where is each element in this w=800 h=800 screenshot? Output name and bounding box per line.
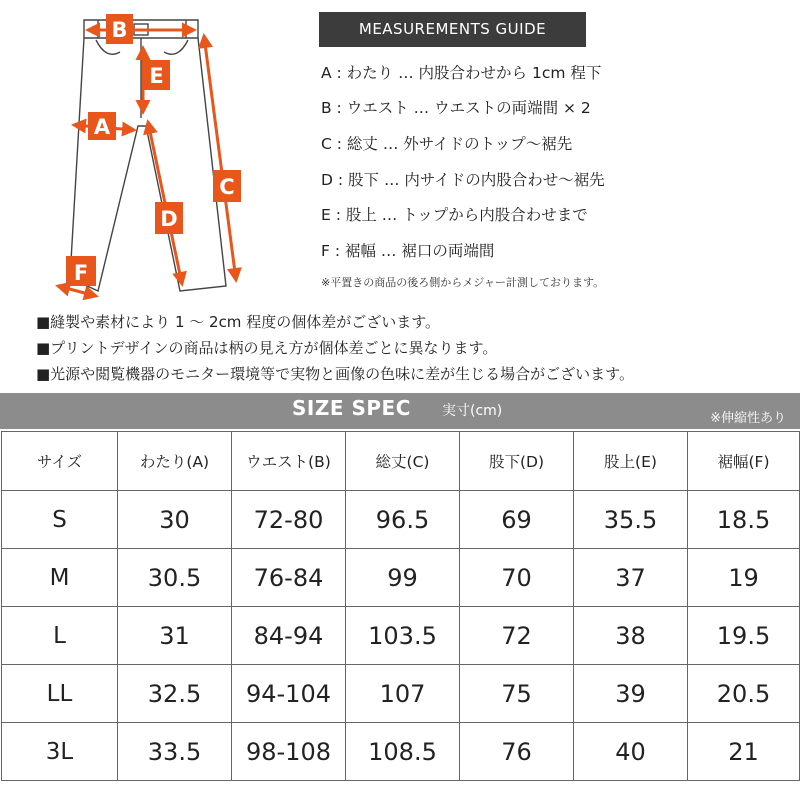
size-spec-unit: 実寸(cm) <box>442 403 503 419</box>
cell-inseam: 76 <box>460 723 574 781</box>
cell-rise: 35.5 <box>574 491 688 549</box>
cell-inseam: 75 <box>460 665 574 723</box>
table-row <box>2 665 800 723</box>
header-length: 総丈(C) <box>346 432 460 491</box>
label-c: C <box>219 175 235 199</box>
cell-rise: 40 <box>574 723 688 781</box>
cell-watari: 30 <box>118 491 232 549</box>
cell-size: 3L <box>2 723 118 781</box>
header-waist: ウエスト(B) <box>232 432 346 491</box>
cell-inseam: 69 <box>460 491 574 549</box>
table-row <box>2 549 800 607</box>
cell-hem: 19 <box>688 549 800 607</box>
size-spec-title: SIZE SPEC <box>292 396 411 420</box>
cell-hem: 20.5 <box>688 665 800 723</box>
guide-note: ※平置きの商品の後ろ側からメジャー計測しております。 <box>321 276 605 289</box>
label-b: B <box>111 18 128 42</box>
pants-measurement-diagram <box>30 8 290 308</box>
header-size: サイズ <box>2 432 118 491</box>
cell-waist: 72-80 <box>232 491 346 549</box>
notice-color: ■光源や閲覧機器のモニター環境等で実物と画像の色味に差が生じる場合がございます。 <box>36 365 634 383</box>
label-a: A <box>93 115 111 139</box>
cell-rise: 38 <box>574 607 688 665</box>
table-header-row <box>2 432 800 491</box>
notice-print: ■プリントデザインの商品は柄の見え方が個体差ごとに異なります。 <box>36 339 498 357</box>
guide-item-c: C : 総丈 … 外サイドのトップ～裾先 <box>321 135 573 153</box>
cell-waist: 98-108 <box>232 723 346 781</box>
size-spec-table <box>1 431 800 781</box>
guide-item-e: E : 股上 … トップから内股合わせまで <box>321 206 588 224</box>
guide-item-a: A : わたり … 内股合わせから 1cm 程下 <box>321 64 602 82</box>
cell-hem: 19.5 <box>688 607 800 665</box>
table-row <box>2 723 800 781</box>
guide-item-d: D : 股下 … 内サイドの内股合わせ～裾先 <box>321 171 605 189</box>
cell-watari: 32.5 <box>118 665 232 723</box>
stretch-note: ※伸縮性あり <box>710 411 786 426</box>
cell-size: LL <box>2 665 118 723</box>
size-spec-header <box>0 393 800 429</box>
cell-rise: 39 <box>574 665 688 723</box>
table-row <box>2 607 800 665</box>
cell-length: 103.5 <box>346 607 460 665</box>
cell-inseam: 72 <box>460 607 574 665</box>
cell-hem: 18.5 <box>688 491 800 549</box>
cell-rise: 37 <box>574 549 688 607</box>
cell-waist: 84-94 <box>232 607 346 665</box>
cell-length: 107 <box>346 665 460 723</box>
guide-item-f: F : 裾幅 … 裾口の両端間 <box>321 242 495 260</box>
measurements-guide-title: MEASUREMENTS GUIDE <box>319 12 586 47</box>
table-row <box>2 491 800 549</box>
notice-sewing: ■縫製や素材により 1 ～ 2cm 程度の個体差がございます。 <box>36 313 440 331</box>
cell-watari: 31 <box>118 607 232 665</box>
cell-size: M <box>2 549 118 607</box>
header-hem: 裾幅(F) <box>688 432 800 491</box>
cell-hem: 21 <box>688 723 800 781</box>
label-f: F <box>73 261 89 285</box>
cell-length: 96.5 <box>346 491 460 549</box>
cell-size: L <box>2 607 118 665</box>
cell-length: 99 <box>346 549 460 607</box>
header-rise: 股上(E) <box>574 432 688 491</box>
cell-watari: 33.5 <box>118 723 232 781</box>
header-inseam: 股下(D) <box>460 432 574 491</box>
cell-size: S <box>2 491 118 549</box>
cell-inseam: 70 <box>460 549 574 607</box>
guide-item-b: B : ウエスト … ウエストの両端間 × 2 <box>321 99 591 117</box>
cell-waist: 94-104 <box>232 665 346 723</box>
cell-waist: 76-84 <box>232 549 346 607</box>
cell-watari: 30.5 <box>118 549 232 607</box>
label-d: D <box>160 207 178 231</box>
header-watari: わたり(A) <box>118 432 232 491</box>
label-e: E <box>149 64 164 88</box>
cell-length: 108.5 <box>346 723 460 781</box>
